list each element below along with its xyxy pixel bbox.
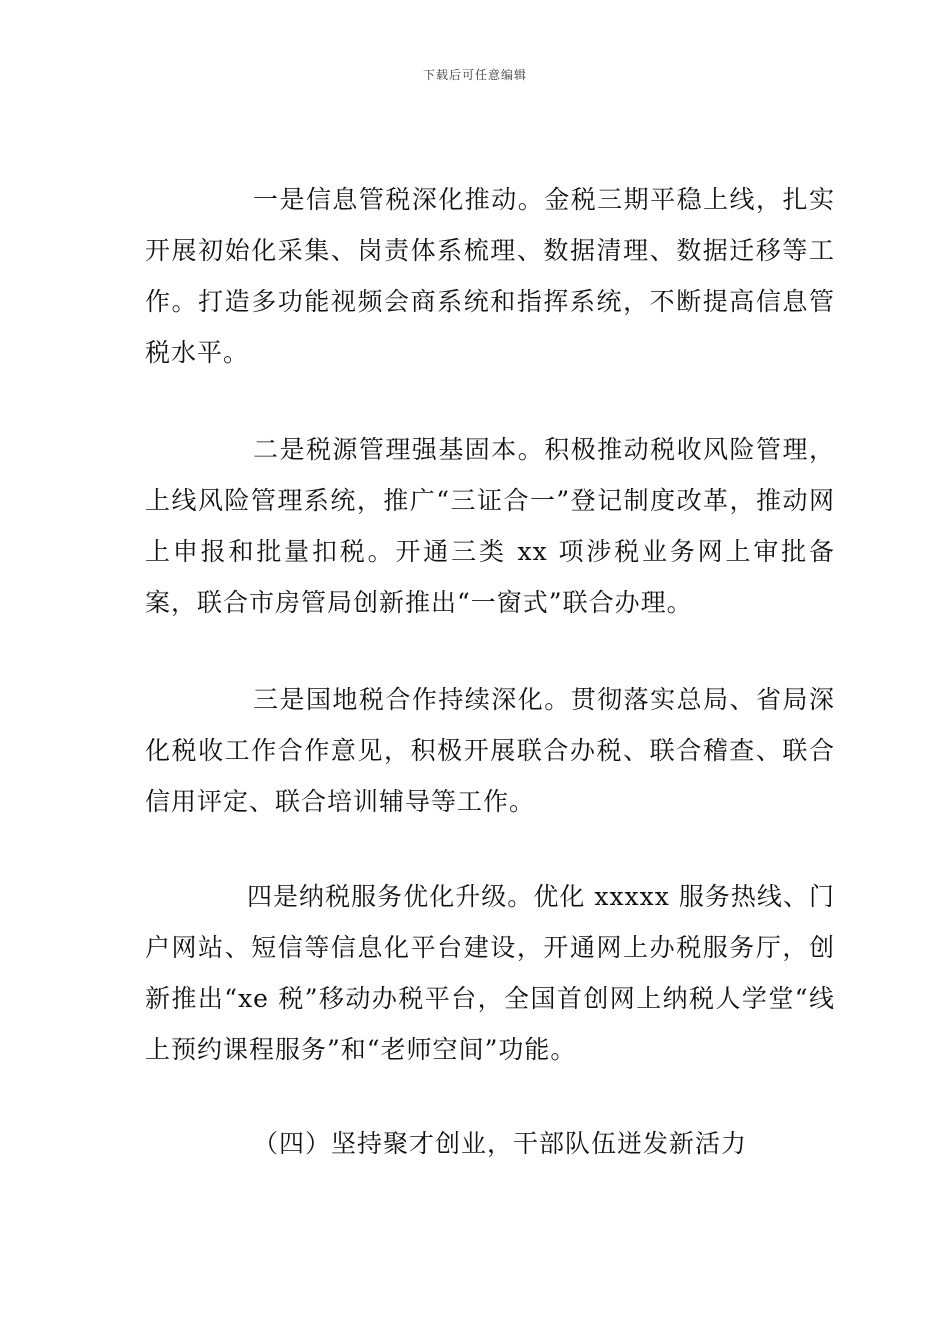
paragraph-tax-cooperation: 三是国地税合作持续深化。贯彻落实总局、省局深化税收工作合作意见，积极开展联合办税、联合稽查、联合信用评定、联合培训辅导等工作。 (145, 685, 835, 816)
header-note: 下载后可任意编辑 (422, 68, 527, 82)
paragraph-taxpayer-service: 四是纳税服务优化升级。优化 xxxxx 服务热线、门户网站、短信等信息化平台建设，开通网上办税服务厅，创新推出“xe 税”移动办税平台，全国首创网上纳税人学堂“线上预约课程服务”和“老师空间”功能。 (145, 882, 835, 1064)
section-heading: （四）坚持聚才创业，干部队伍迸发新活力 (253, 1129, 748, 1158)
paragraph-information-tax: 一是信息管税深化推动。金税三期平稳上线，扎实开展初始化采集、岗责体系梳理、数据清理、数据迁移等工作。打造多功能视频会商系统和指挥系统，不断提高信息管税水平。 (145, 185, 835, 367)
paragraph-tax-source-management: 二是税源管理强基固本。积极推动税收风险管理，上线风险管理系统，推广“三证合一”登记制度改革，推动网上申报和批量扣税。开通三类 xx 项涉税业务网上审批备案，联合市房管局创新推出“一窗式”联合办理。 (145, 435, 835, 617)
